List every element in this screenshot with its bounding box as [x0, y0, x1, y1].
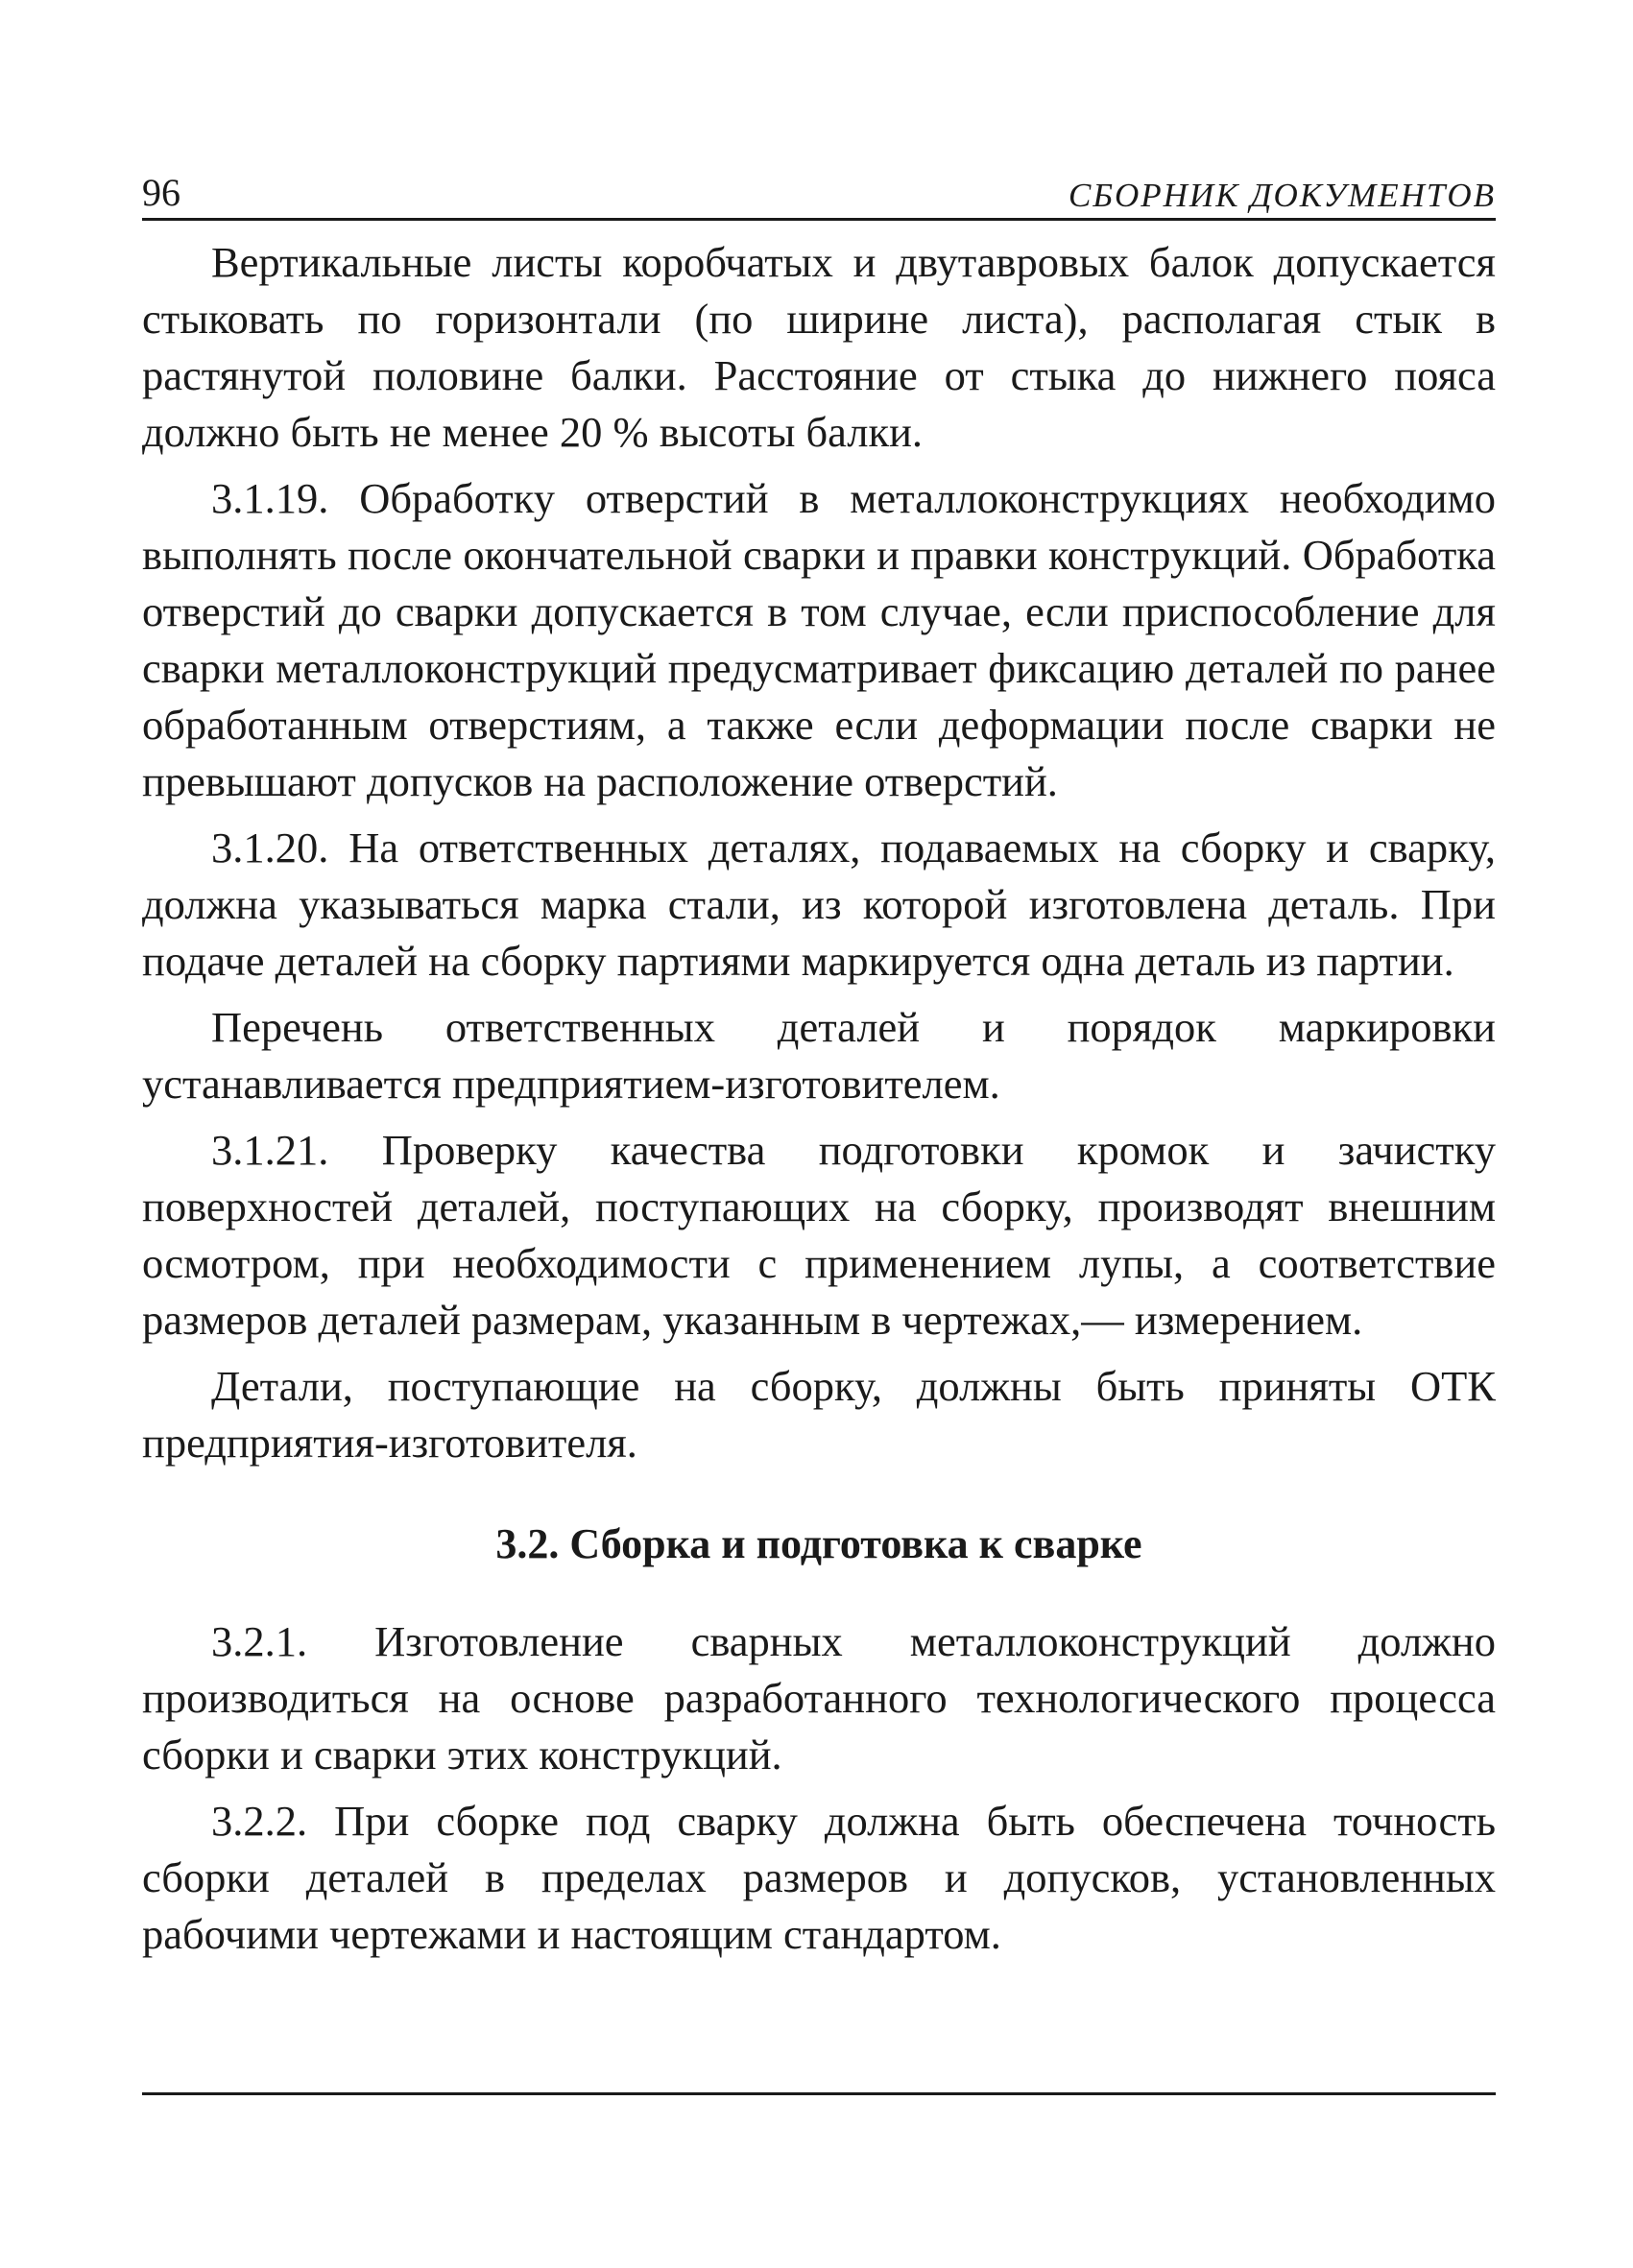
- body-text: [142, 234, 1496, 1963]
- paragraph-3-1-19: 3.1.19. Обработку отверстий в металлоконструкциях необходимо выполнять после окончательной сварки и правки конструкций. Обработка отверстий до сварки допускается в том случае, если приспособление для сварки металлоконструкций предусматривает фиксацию деталей по ранее обработанным отверстиям, а также если деформации после сварки не превышают допусков на расположение отверстий.: [142, 474, 1496, 805]
- paragraph-vertical-sheets: Вертикальные листы коробчатых и двутавровых балок допускается стыковать по горизонтали (по ширине листа), располагая стык в растянутой половине балки. Расстояние от стыка до нижнего пояса должно быть не менее 20 % высоты балки.: [142, 238, 1496, 456]
- paragraph-3-1-20: 3.1.20. На ответственных деталях, подаваемых на сборку и сварку, должна указываться марка стали, из которой изготовлена деталь. При подаче деталей на сборку партиями маркируется одна деталь из партии.: [142, 824, 1496, 985]
- page-number: 96: [142, 171, 180, 214]
- paragraph-otk-acceptance: Детали, поступающие на сборку, должны быть приняты ОТК предприятия-изготовителя.: [142, 1362, 1496, 1467]
- paragraph-3-2-2: 3.2.2. При сборке под сварку должна быть обеспечена точность сборки деталей в пределах размеров и допусков, установленных рабочими чертежами и настоящим стандартом.: [142, 1797, 1496, 1958]
- page-header: [142, 163, 1496, 221]
- section-heading: 3.2. Сборка и подготовка к сварке: [495, 1520, 1142, 1567]
- paragraph-3-1-21: 3.1.21. Проверку качества подготовки кромок и зачистку поверхностей деталей, поступающих на сборку, производят внешним осмотром, при необходимости с применением лупы, а соответствие размеров деталей размерам, указанным в чертежах,— измерением.: [142, 1126, 1496, 1344]
- paragraph-critical-parts-list: Перечень ответственных деталей и порядок маркировки устанавливается предприятием-изготовителем.: [142, 1003, 1496, 1108]
- footer-divider: [142, 2092, 1496, 2095]
- running-title: СБОРНИК ДОКУМЕНТОВ: [1069, 177, 1496, 214]
- document-page: [142, 163, 1496, 1963]
- paragraph-3-2-1: 3.2.1. Изготовление сварных металлоконструкций должно производиться на основе разработанного технологического процесса сборки и сварки этих конструкций.: [142, 1617, 1496, 1779]
